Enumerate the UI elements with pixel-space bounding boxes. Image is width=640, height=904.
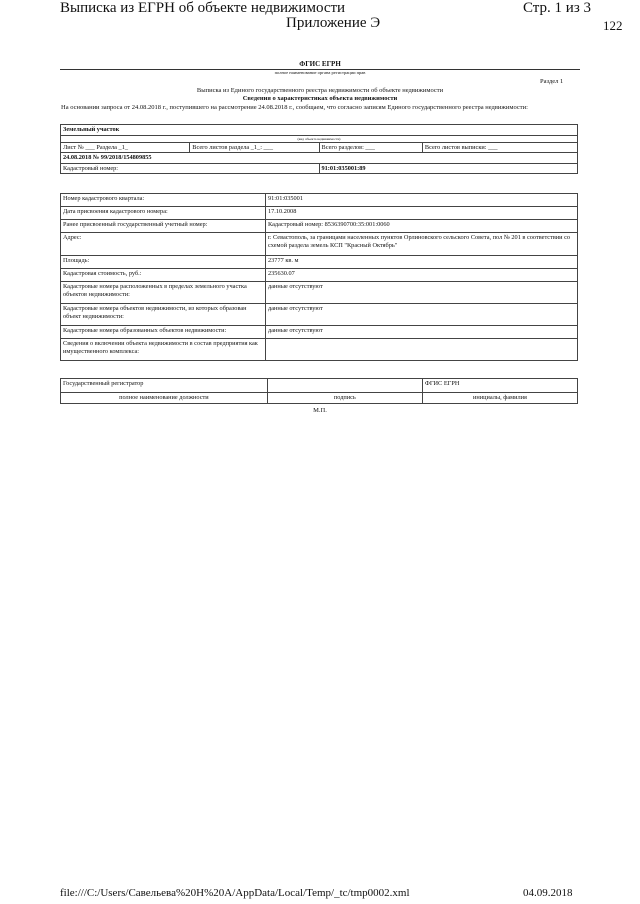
row-value: 235630.07 bbox=[266, 269, 578, 282]
name-caption: инициалы, фамилия bbox=[422, 393, 577, 404]
row-value: Кадастровый номер: 8536390700:35:001:0060 bbox=[266, 220, 578, 233]
document-header-table bbox=[60, 124, 578, 174]
cadastral-label: Кадастровый номер: bbox=[61, 163, 320, 174]
row-label: Номер кадастрового квартала: bbox=[61, 194, 266, 207]
sections-total: Всего разделов: ___ bbox=[319, 142, 422, 153]
sheet-label: Лист № ___ Раздела _1_ bbox=[61, 142, 190, 153]
signature-caption: подпись bbox=[267, 393, 422, 404]
row-label: Кадастровые номера образованных объектов недвижимости: bbox=[61, 326, 266, 339]
row-label: Площадь: bbox=[61, 256, 266, 269]
sheets-total: Всего листов выписки: ___ bbox=[422, 142, 577, 153]
row-value: 17.10.2008 bbox=[266, 207, 578, 220]
stamp-place: М.П. bbox=[313, 407, 327, 414]
row-label: Ранее присвоенный государственный учетный номер: bbox=[61, 220, 266, 233]
sheets-in-section: Всего листов раздела _1_: ___ bbox=[190, 142, 319, 153]
table-row bbox=[61, 339, 578, 361]
position-caption: полное наименование должности bbox=[61, 393, 268, 404]
org-caption: полное наименование органа регистрации прав bbox=[274, 70, 366, 75]
row-value bbox=[266, 339, 578, 361]
document-title: Выписка из Единого государственного реестра недвижимости об объекте недвижимости bbox=[196, 87, 444, 94]
row-label: Сведения о включении объекта недвижимости в состав предприятия как имущественного комплекса: bbox=[61, 339, 266, 361]
table-row bbox=[61, 256, 578, 269]
registrar-name: ФГИС ЕГРН bbox=[422, 379, 577, 393]
table-row bbox=[61, 304, 578, 326]
document-subtitle: Сведения о характеристиках объекта недвижимости bbox=[242, 95, 398, 102]
table-row bbox=[61, 282, 578, 304]
row-value: данные отсутствуют bbox=[266, 282, 578, 304]
row-label: Кадастровые номера объектов недвижимости, из которых образован объект недвижимости: bbox=[61, 304, 266, 326]
table-row bbox=[61, 220, 578, 233]
registrar-position: Государственный регистратор bbox=[61, 379, 268, 393]
row-value: 23777 кв. м bbox=[266, 256, 578, 269]
header-title: Выписка из ЕГРН об объекте недвижимости bbox=[60, 0, 346, 16]
appendix-label: Приложение Э bbox=[286, 15, 381, 31]
cadastral-value: 91:01:035001:89 bbox=[319, 163, 578, 174]
table-row bbox=[61, 233, 578, 256]
row-value: данные отсутствуют bbox=[266, 326, 578, 339]
row-value: данные отсутствуют bbox=[266, 304, 578, 326]
table-row bbox=[61, 207, 578, 220]
signature-cell bbox=[267, 379, 422, 393]
row-label: Кадастровые номера расположенных в пределах земельного участка объектов недвижимости: bbox=[61, 282, 266, 304]
row-label: Адрес: bbox=[61, 233, 266, 256]
page-number: 122 bbox=[603, 18, 623, 33]
org-name: ФГИС ЕГРН bbox=[299, 60, 341, 68]
page-info: Стр. 1 из 3 bbox=[523, 0, 591, 16]
footer-date: 04.09.2018 bbox=[523, 887, 573, 899]
table-row bbox=[61, 269, 578, 282]
row-value: 91:01:035001 bbox=[266, 194, 578, 207]
object-type-caption: (вид объекта недвижимости) bbox=[61, 135, 578, 142]
date-number: 24.08.2018 № 99/2018/154809855 bbox=[61, 153, 578, 164]
object-type: Земельный участок bbox=[61, 125, 578, 136]
section-label: Раздел 1 bbox=[540, 78, 564, 85]
footer-path: file:///C:/Users/Савельева%20Н%20А/AppData/Local/Temp/_tc/tmp0002.xml bbox=[60, 887, 410, 899]
basis-text: На основании запроса от 24.08.2018 г., поступившего на рассмотрение 24.08.2018 г., сообщаем, что согласно записям Единого государственного реестра недвижимости: bbox=[61, 104, 528, 111]
table-row bbox=[61, 326, 578, 339]
row-label: Дата присвоения кадастрового номера: bbox=[61, 207, 266, 220]
signature-table bbox=[60, 378, 578, 404]
row-value: г. Севастополь, за границами населенных пунктов Орлиновского сельского Совета, пол № 201 в соответствии со схемой раздела земель КСП "Красный Октябрь" bbox=[266, 233, 578, 256]
row-label: Кадастровая стоимость, руб.: bbox=[61, 269, 266, 282]
characteristics-table bbox=[60, 193, 578, 361]
table-row bbox=[61, 194, 578, 207]
